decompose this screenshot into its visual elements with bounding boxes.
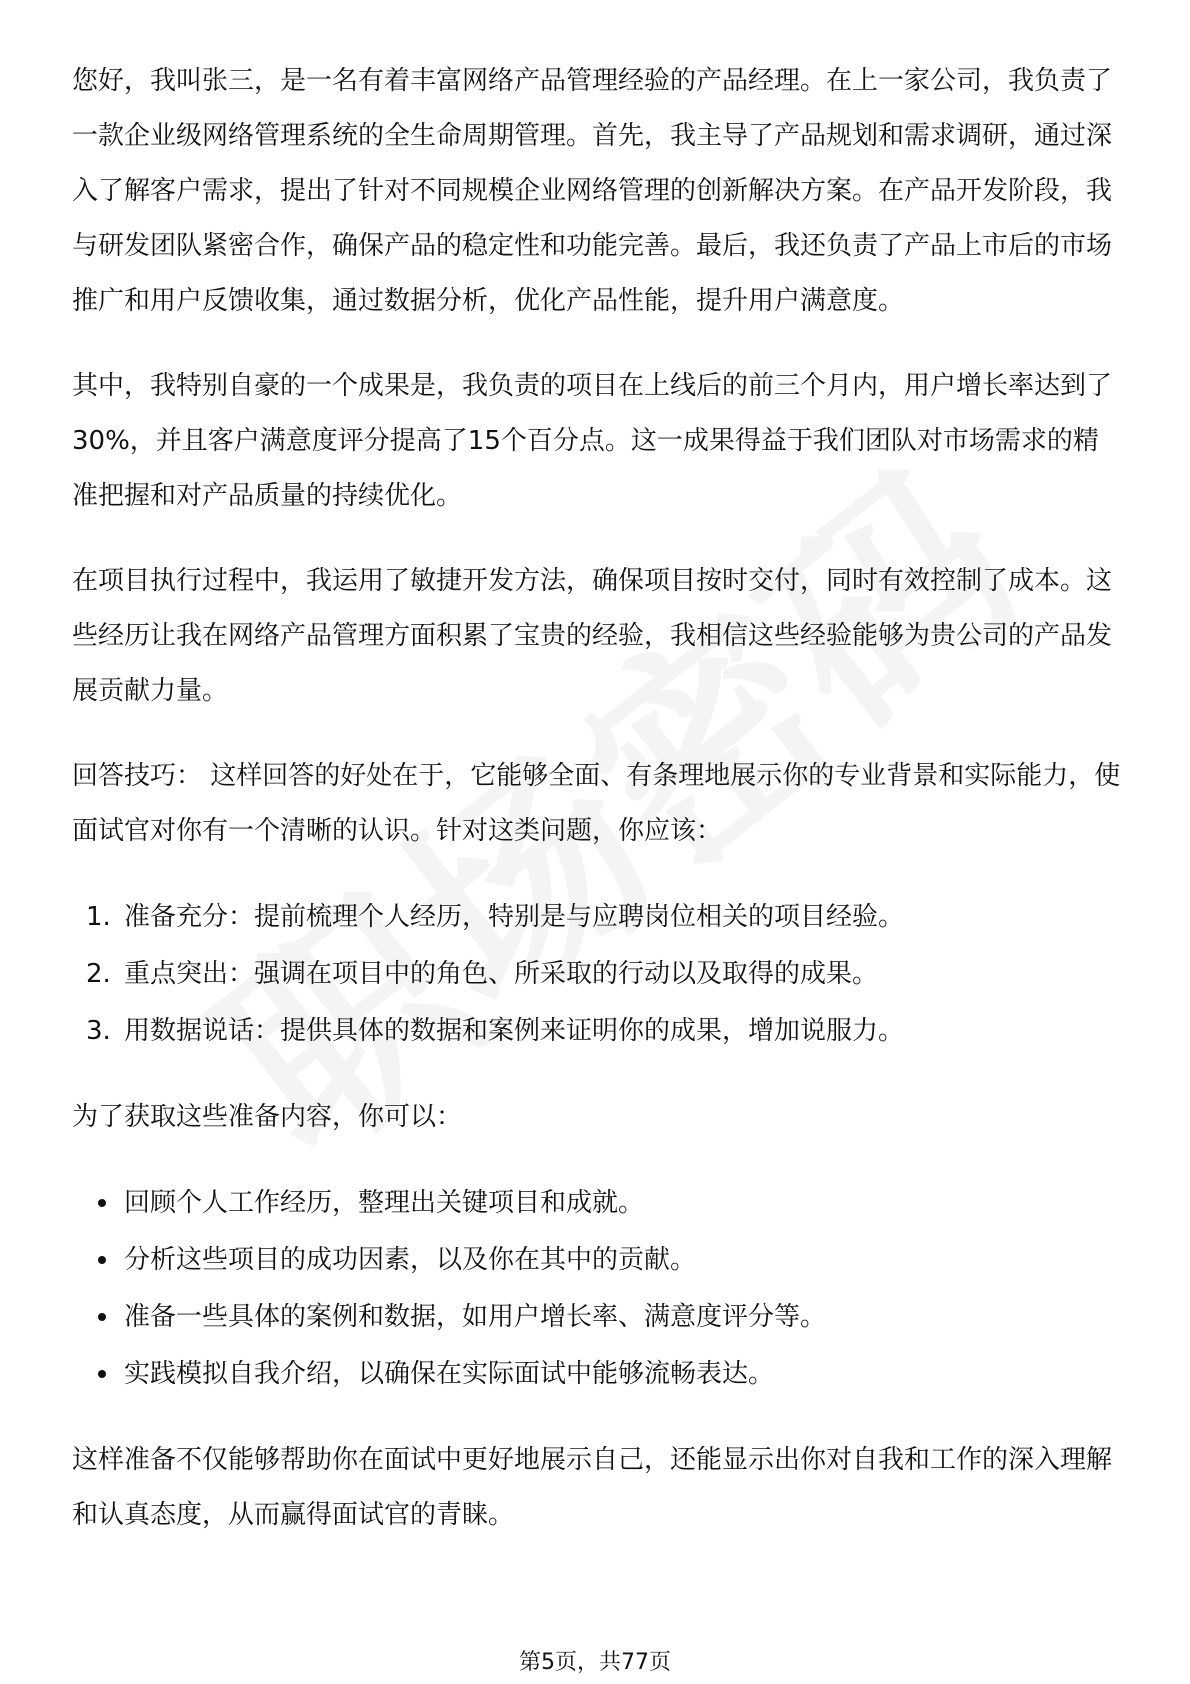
list-item-text: 准备一些具体的案例和数据，如用户增长率、满意度评分等。 [124, 1302, 827, 1332]
page-number: 第5页，共77页 [519, 1650, 671, 1675]
list-item-text: 重点突出：强调在项目中的角色、所采取的行动以及取得的成果。 [124, 959, 879, 989]
list-item-text: 实践模拟自我介绍，以确保在实际面试中能够流畅表达。 [124, 1359, 775, 1389]
paragraph-execution: 在项目执行过程中，我运用了敏捷开发方法，确保项目按时交付，同时有效控制了成本。这些经历让我在网络产品管理方面积累了宝贵的经验，我相信这些经验能够为贵公司的产品发展贡献力量。 [72, 566, 1113, 706]
numbered-list [72, 889, 1122, 1060]
list-item [72, 1346, 1122, 1403]
list-item [72, 946, 1122, 1003]
list-item [72, 1175, 1122, 1232]
paragraph-achievement: 其中，我特别自豪的一个成果是，我负责的项目在上线后的前三个月内，用户增长率达到了30%，并且客户满意度评分提高了15个百分点。这一成果得益于我们团队对市场需求的精准把握和对产品质量的持续优化。 [72, 371, 1113, 511]
list-item [72, 1003, 1122, 1060]
bullet-icon [98, 1370, 106, 1378]
list-item [72, 1289, 1122, 1346]
document-body [72, 54, 1122, 1573]
list-item-text: 用数据说话：提供具体的数据和案例来证明你的成果，增加说服力。 [124, 1016, 905, 1046]
paragraph-tips: 回答技巧： 这样回答的好处在于，它能够全面、有条理地展示你的专业背景和实际能力，使面试官对你有一个清晰的认识。针对这类问题，你应该： [72, 761, 1121, 846]
list-number: 3. [86, 1016, 111, 1046]
list-item [72, 889, 1122, 946]
bullet-icon [98, 1199, 106, 1207]
paragraph-conclusion: 这样准备不仅能够帮助你在面试中更好地展示自己，还能显示出你对自我和工作的深入理解和认真态度，从而赢得面试官的青睐。 [72, 1445, 1113, 1530]
paragraph-intro: 您好，我叫张三，是一名有着丰富网络产品管理经验的产品经理。在上一家公司，我负责了一款企业级网络管理系统的全生命周期管理。首先，我主导了产品规划和需求调研，通过深入了解客户需求，提出了针对不同规模企业网络管理的创新解决方案。在产品开发阶段，我与研发团队紧密合作，确保产品的稳定性和功能完善。最后，我还负责了产品上市后的市场推广和用户反馈收集，通过数据分析，优化产品性能，提升用户满意度。 [72, 66, 1113, 316]
paragraph-prep-intro: 为了获取这些准备内容，你可以： [72, 1102, 463, 1132]
bullet-icon [98, 1256, 106, 1264]
bullet-list [72, 1175, 1122, 1403]
list-item [72, 1232, 1122, 1289]
list-item-text: 回顾个人工作经历，整理出关键项目和成就。 [124, 1188, 645, 1218]
list-number: 1. [86, 902, 111, 932]
list-item-text: 准备充分：提前梳理个人经历，特别是与应聘岗位相关的项目经验。 [124, 902, 905, 932]
list-number: 2. [86, 959, 111, 989]
list-item-text: 分析这些项目的成功因素，以及你在其中的贡献。 [124, 1245, 697, 1275]
bullet-icon [98, 1313, 106, 1321]
